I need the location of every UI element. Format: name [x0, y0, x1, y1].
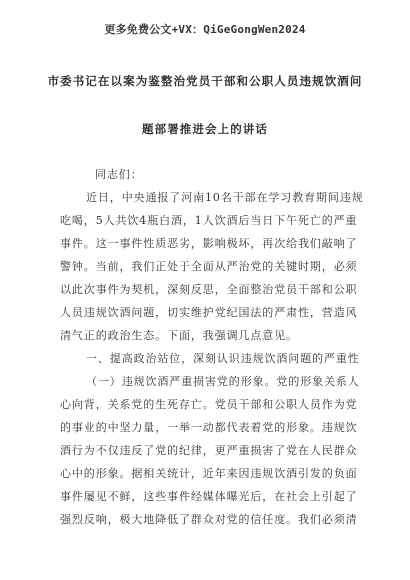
body-line: 吃喝，5人共饮4瓶白酒，1人饮酒后当日下午死亡的严重 — [60, 214, 358, 227]
document-title-line-1: 市委书记在以案为鉴整治党员干部和公职人员违规饮酒问 — [47, 74, 363, 88]
body-line: 清气正的政治生态。下面，我强调几点意见。 — [60, 329, 298, 342]
body-line: （一）违规饮酒严重损害党的形象。党的形象关系人 — [86, 375, 360, 388]
body-line: 的事业的中坚力量，一举一动都代表着党的形象。违规饮 — [60, 421, 358, 434]
body-line: 事件屡见不鲜，这些事件经媒体曝光后，在社会上引起了 — [60, 490, 358, 503]
body-line: 酒行为不仅违反了党的纪律，更严重损害了党在人民群众 — [60, 444, 358, 457]
body-line: 强烈反响，极大地降低了群众对党的信任度。我们必须清 — [60, 513, 358, 526]
body-line: 人员违规饮酒问题，切实维护党纪国法的严肃性，营造风 — [60, 306, 358, 319]
body-line: 心向背，关系党的生死存亡。党员干部和公职人员作为党 — [60, 398, 358, 411]
salutation: 同志们： — [95, 168, 143, 181]
body-line: 以此次事件为契机，深刻反思，全面整治党员干部和公职 — [60, 283, 358, 296]
promo-header: 更多免费公文+VX：QiGeGongWen2024 — [104, 23, 306, 36]
body-line: 事件。这一事件性质恶劣，影响极坏，再次给我们敲响了 — [60, 237, 358, 250]
body-line: 近日，中央通报了河南10名干部在学习教育期间违规 — [86, 191, 364, 204]
body-line: 心中的形象。据相关统计，近年来因违规饮酒引发的负面 — [60, 467, 358, 480]
document-title-line-2: 题部署推进会上的讲话 — [142, 122, 268, 136]
section-heading: 一、提高政治站位，深刻认识违规饮酒问题的严重性 — [86, 352, 360, 365]
body-line: 警钟。当前，我们正处于全面从严治党的关键时期，必须 — [60, 260, 358, 273]
